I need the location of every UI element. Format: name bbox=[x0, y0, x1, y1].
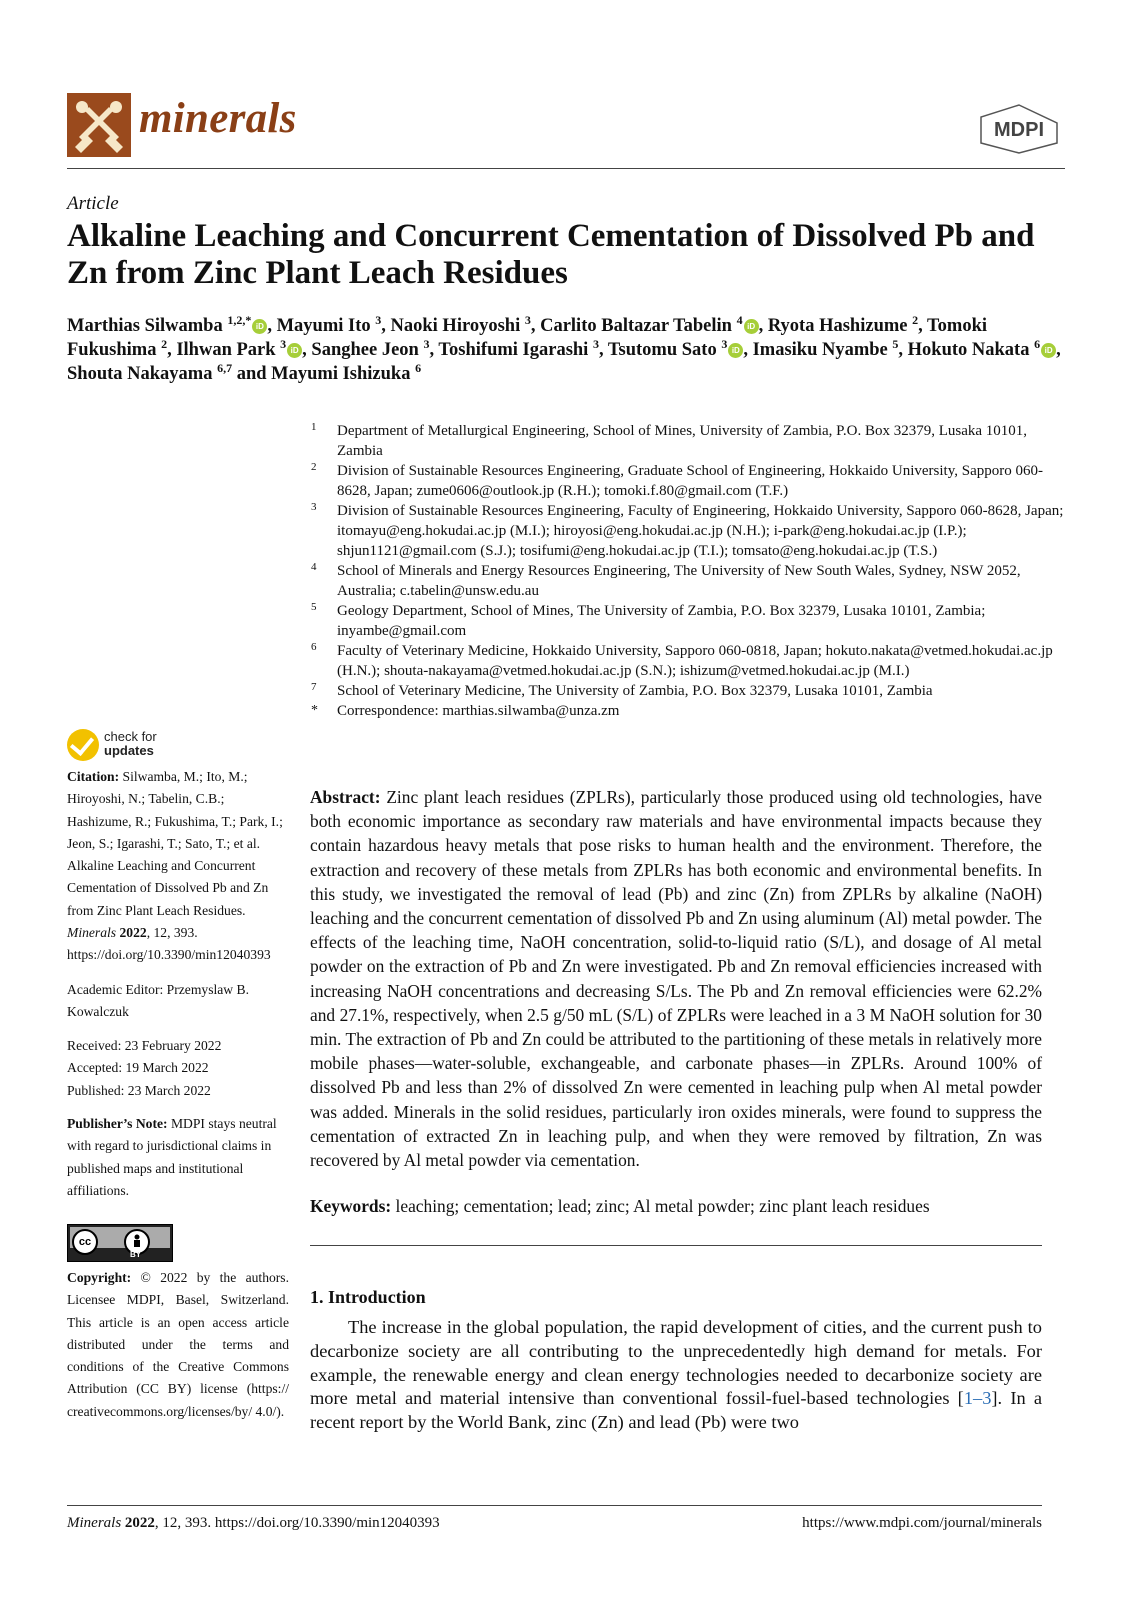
received-date: Received: 23 February 2022 bbox=[67, 1038, 222, 1053]
copyright-block bbox=[67, 1267, 289, 1423]
affiliation-item bbox=[311, 601, 1071, 641]
publisher-note bbox=[67, 1113, 289, 1202]
correspondence bbox=[311, 701, 1071, 721]
footer-citation bbox=[67, 1515, 440, 1532]
orcid-icon[interactable]: iD bbox=[728, 343, 743, 358]
published-date: Published: 23 March 2022 bbox=[67, 1082, 211, 1098]
academic-editor bbox=[67, 979, 289, 1024]
author-affiliation-sup: 2 bbox=[912, 312, 919, 327]
author-name[interactable]: Toshifumi Igarashi bbox=[438, 340, 589, 360]
affiliation-text: Division of Sustainable Resources Engineering, Graduate School of Engineering, Hokkaido University, Sapporo 060-8628, Japan; zume0606@outlook.jp (R.H.); tomoki.f.80@gmail.com (T.F.) bbox=[337, 463, 1043, 499]
citation-block bbox=[67, 766, 289, 967]
journal-header bbox=[67, 93, 1065, 165]
introduction-paragraph: The increase in the global population, the rapid development of cities, and the current push to decarbonize society are all contributing to the unprecedentedly high demand for metals. For example, the renewable energy and clean energy technologies needed to decarbonize society are more metal and material intensive than conventional fossil-fuel-based technologies [1–3]. In a recent report by the World Bank, zinc (Zn) and lead (Pb) were two bbox=[310, 1317, 1042, 1433]
abstract-text: Zinc plant leach residues (ZPLRs), particularly those produced using old technologies, have both economic importance as secondary raw materials and have environmental impacts because they contain hazardous heavy metals that pose risks to human health and the environment. Therefore, the extraction and recovery of these metals from ZPLRs has both economic and environmental benefits. In this study, we investigated the removal of lead (Pb) and zinc (Zn) from ZPLRs by alkaline (NaOH) leaching and the concurrent cementation of dissolved Pb and Zn using aluminum (Al) metal powder. The effects of the leaching time, NaOH concentration, solid-to-liquid ratio (S/L), and dosage of Al metal powder on the extraction of Pb and Zn were investigated. Pb and Zn removal efficiencies increased with increasing NaOH concentrations and decreasing S/Ls. The Pb and Zn removal efficiencies were 62.2% and 27.1%, respectively, when 2.5 g/50 mL (S/L) of ZPLRs were leached in a 3 M NaOH solution for 30 min. The extraction of Pb and Zn could be attributed to the partitioning of these metals in relatively more mobile phases—water-soluble, exchangeable, and carbonate phases—in ZPLRs. Around 100% of dissolved Pb and less than 2% of dissolved Zn were cemented in leaching pulp when Al metal powder was added. Minerals in the solid residues, particularly iron oxides minerals, were found to suppress the cementation of extracted Zn in leaching pulp, and when they were removed by filtration, Zn was recovered by Al metal powder via cementation. bbox=[310, 787, 1042, 1171]
copyright-text: © 2022 by the authors. Licensee MDPI, Basel, Switzerland. This article is an open access article distributed under the terms and conditions of the Creative Commons Attribution (CC BY) license (https:// creativecommons.org/licenses/by/ 4.0/). bbox=[67, 1270, 289, 1419]
check-icon bbox=[67, 729, 99, 761]
academic-editor-name: Przemyslaw B. Kowalczuk bbox=[67, 982, 249, 1020]
citation-doi-link[interactable]: https://doi.org/10.3390/min12040393 bbox=[67, 947, 271, 963]
check-for-updates-badge[interactable] bbox=[67, 729, 187, 763]
article-title: Alkaline Leaching and Concurrent Cementation of Dissolved Pb and Zn from Zinc Plant Leach Residues bbox=[67, 218, 1035, 291]
accepted-date: Accepted: 19 March 2022 bbox=[67, 1060, 209, 1076]
author-affiliation-sup: 3 bbox=[524, 312, 531, 327]
mdpi-logo-text: MDPI bbox=[994, 119, 1044, 141]
affiliation-number: 2 bbox=[311, 461, 317, 473]
author-list: Marthias Silwamba $^{1,2,*}$ iD , Mayumi Ito $^3$, Naoki Hiroyoshi $^3$, Carlito Baltazar Tabelin $^4$ iD , Ryota Hashizume $^2$, Tomoki Fukushima $^2$, Ilhwan Park $^3$ iD , Sanghee Jeon $^3$, Toshifumi Igarashi $^3$, Tsutomu Sato $^3$ iD , Imasiku Nyambe $^5$, Hokuto Nakata $^6$ iD , Shouta Nakayama $^{6,7}$ and Mayumi Ishizuka $^6$ bbox=[67, 312, 1061, 384]
abstract-label: Abstract: bbox=[310, 787, 381, 807]
author-affiliation-sup: 6 bbox=[1034, 336, 1041, 351]
affiliation-item bbox=[311, 561, 1071, 601]
author-affiliation-sup: 1,2,* bbox=[227, 312, 252, 327]
orcid-icon[interactable]: iD bbox=[1041, 343, 1056, 358]
check-updates-line2: updates bbox=[104, 743, 154, 758]
article-type: Article bbox=[67, 193, 119, 214]
author-affiliation-sup: 3 bbox=[721, 336, 728, 351]
author-name[interactable]: Tsutomu Sato bbox=[607, 340, 717, 360]
author-affiliation-sup: 3 bbox=[280, 336, 287, 351]
affiliation-number: 3 bbox=[311, 501, 317, 513]
author-name[interactable]: Mayumi Ito bbox=[276, 316, 371, 336]
affiliation-text: Faculty of Veterinary Medicine, Hokkaido University, Sapporo 060-0818, Japan; hokuto.nakata@vetmed.hokudai.ac.jp (H.N.); shouta-nakayama@vetmed.hokudai.ac.jp (S.N.); ishizum@vetmed.hokudai.ac.jp (M.I.) bbox=[337, 643, 1053, 679]
introduction-heading: 1. Introduction bbox=[310, 1287, 426, 1307]
footer-journal-url[interactable]: https://www.mdpi.com/journal/minerals bbox=[802, 1515, 1042, 1531]
citation-label: Citation: bbox=[67, 769, 120, 784]
affiliation-text: Division of Sustainable Resources Engineering, Faculty of Engineering, Hokkaido University, Sapporo 060-8628, Japan; itomayu@eng.hokudai.ac.jp (M.I.); hiroyosi@eng.hokudai.ac.jp (N.H.); i-park@eng.hokudai.ac.jp (I.P.); shjun1121@gmail.com (S.J.); tosifumi@eng.hokudai.ac.jp (T.I.); tomsato@eng.hokudai.ac.jp (T.S.) bbox=[337, 503, 1064, 559]
affiliations bbox=[311, 421, 1071, 721]
author-name[interactable]: Hokuto Nakata bbox=[907, 340, 1030, 360]
author-affiliation-sup: 3 bbox=[592, 336, 599, 351]
citation-volume: , 12, 393. bbox=[146, 925, 198, 941]
author-affiliation-sup: 6 bbox=[415, 360, 422, 375]
author-connector: and bbox=[236, 364, 267, 384]
mdpi-logo bbox=[977, 103, 1061, 155]
author-affiliation-sup: 3 bbox=[375, 312, 382, 327]
affiliation-number: 6 bbox=[311, 641, 317, 653]
copyright-label: Copyright: bbox=[67, 1270, 132, 1285]
citation-year: 2022 bbox=[119, 925, 147, 941]
correspondence-mark: * bbox=[311, 703, 318, 718]
affiliation-number: 1 bbox=[311, 421, 317, 433]
author-affiliation-sup: 6,7 bbox=[217, 360, 233, 375]
affiliation-text: School of Minerals and Energy Resources Engineering, The University of New South Wales, Sydney, NSW 2052, Australia; c.tabelin@unsw.edu.au bbox=[337, 563, 1021, 599]
citation-journal: Minerals bbox=[67, 925, 117, 941]
citation-text: Silwamba, M.; Ito, M.; Hiroyoshi, N.; Tabelin, C.B.; Hashizume, R.; Fukushima, T.; Park, I.; Jeon, S.; Igarashi, T.; Sato, T.; et al. Alkaline Leaching and Concurrent Cementation of Dissolved Pb and Zn from Zinc Plant Leach Residues. bbox=[67, 769, 283, 918]
author-name[interactable]: Imasiku Nyambe bbox=[752, 340, 888, 360]
citation-link[interactable]: 1–3 bbox=[963, 1388, 992, 1409]
footer-divider bbox=[67, 1505, 1042, 1506]
affiliation-text: School of Veterinary Medicine, The University of Zambia, P.O. Box 32379, Lusaka 10101, Zambia bbox=[337, 683, 933, 699]
cc-by-license-badge[interactable] bbox=[67, 1224, 173, 1262]
crossed-shovels-icon bbox=[67, 93, 131, 157]
affiliation-item bbox=[311, 421, 1071, 461]
footer-year: 2022 bbox=[124, 1515, 155, 1531]
author-affiliation-sup: 3 bbox=[423, 336, 430, 351]
author-name[interactable]: Naoki Hiroyoshi bbox=[390, 316, 521, 336]
footer-doi: , 12, 393. https://doi.org/10.3390/min12040393 bbox=[154, 1515, 440, 1531]
journal-name: minerals bbox=[139, 95, 297, 142]
keywords-label: Keywords: bbox=[310, 1196, 392, 1216]
affiliation-item bbox=[311, 681, 1071, 701]
publisher-note-text: MDPI stays neutral with regard to jurisdictional claims in published maps and institutional affiliations. bbox=[67, 1116, 277, 1198]
author-name[interactable]: Ilhwan Park bbox=[176, 340, 276, 360]
affiliation-number: 7 bbox=[311, 681, 317, 693]
orcid-icon[interactable]: iD bbox=[744, 319, 759, 334]
orcid-icon[interactable]: iD bbox=[287, 343, 302, 358]
affiliation-text: Department of Metallurgical Engineering, School of Mines, University of Zambia, P.O. Box 32379, Lusaka 10101, Zambia bbox=[337, 423, 1028, 459]
author-affiliation-sup: 5 bbox=[892, 336, 899, 351]
orcid-icon[interactable]: iD bbox=[252, 319, 267, 334]
dates-block bbox=[67, 1035, 289, 1102]
journal-logo bbox=[67, 93, 131, 157]
affiliation-item bbox=[311, 501, 1071, 561]
footer-journal: Minerals bbox=[67, 1515, 122, 1531]
section-divider bbox=[310, 1245, 1042, 1246]
academic-editor-label: Academic Editor: bbox=[67, 982, 164, 997]
author-name[interactable]: Tomoki Fukushima bbox=[67, 316, 988, 360]
cc-by-label: BY bbox=[130, 1250, 142, 1259]
author-name[interactable]: Mayumi Ishizuka bbox=[271, 364, 411, 384]
author-name[interactable]: Ryota Hashizume bbox=[767, 316, 908, 336]
affiliation-item bbox=[311, 641, 1071, 681]
creative-commons-icon: cc bbox=[72, 1229, 98, 1255]
author-name[interactable]: Shouta Nakayama bbox=[67, 364, 213, 384]
affiliation-item bbox=[311, 461, 1071, 501]
author-name[interactable]: Marthias Silwamba bbox=[67, 316, 223, 336]
check-updates-line1: check for bbox=[104, 729, 157, 744]
author-name[interactable]: Sanghee Jeon bbox=[311, 340, 419, 360]
author-affiliation-sup: 2 bbox=[161, 336, 168, 351]
abstract bbox=[310, 785, 1042, 1172]
correspondence-text: Correspondence: marthias.silwamba@unza.zm bbox=[337, 703, 620, 719]
affiliation-text: Geology Department, School of Mines, The University of Zambia, P.O. Box 32379, Lusaka 10101, Zambia; inyambe@gmail.com bbox=[337, 603, 986, 639]
affiliation-number: 5 bbox=[311, 601, 317, 613]
publisher-note-label: Publisher’s Note: bbox=[67, 1116, 168, 1131]
author-name[interactable]: Carlito Baltazar Tabelin bbox=[540, 316, 732, 336]
keywords-text: leaching; cementation; lead; zinc; Al metal powder; zinc plant leach residues bbox=[395, 1196, 930, 1216]
author-affiliation-sup: 4 bbox=[736, 312, 743, 327]
keywords bbox=[310, 1194, 1042, 1218]
header-divider bbox=[67, 168, 1065, 169]
affiliation-number: 4 bbox=[311, 561, 317, 573]
